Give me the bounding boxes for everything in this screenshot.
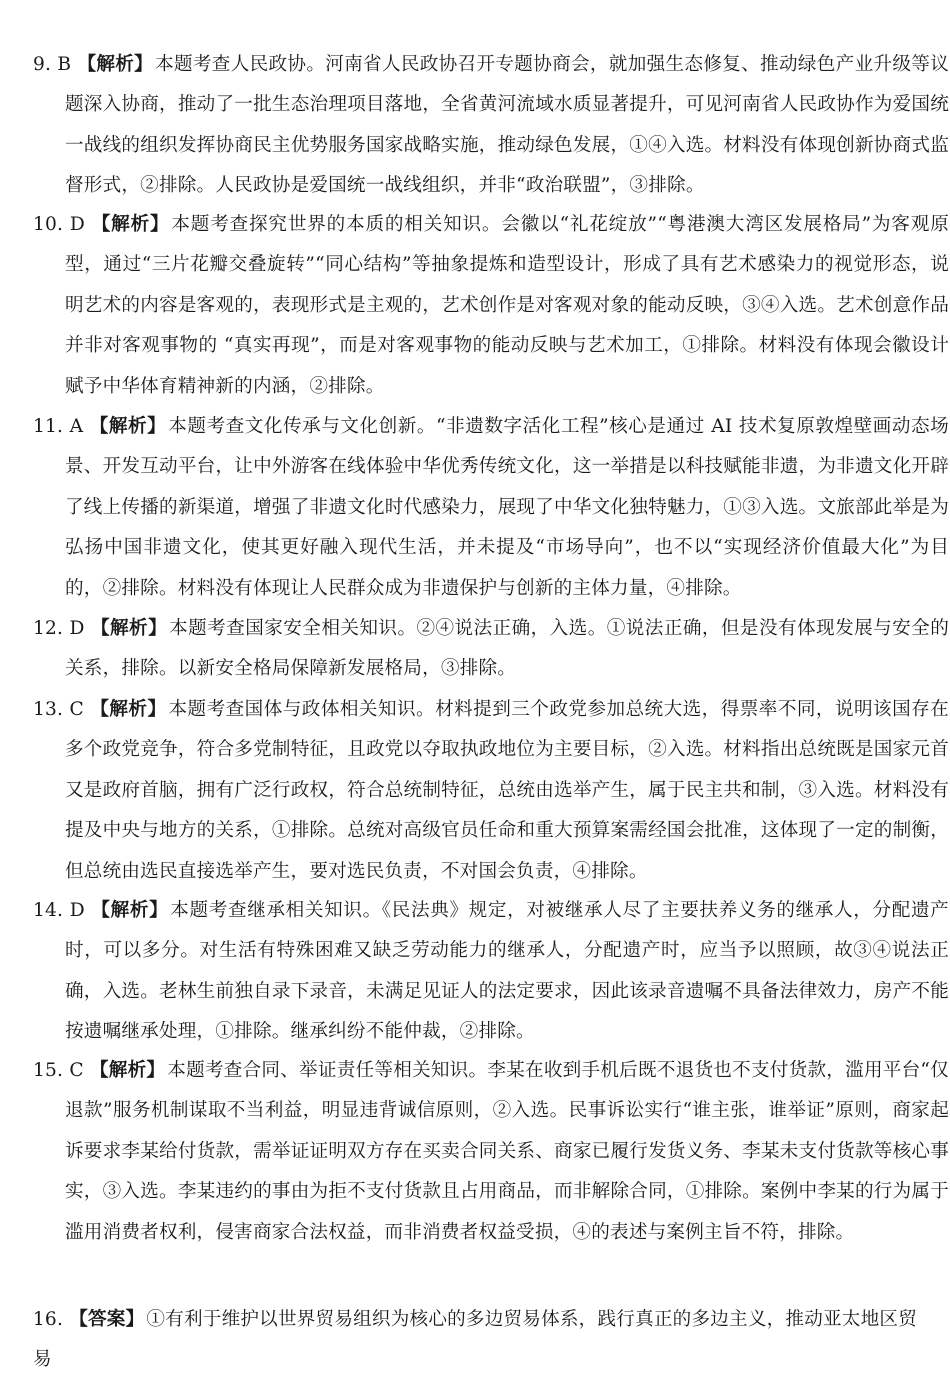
analysis-tag: 【解析】	[89, 1060, 166, 1081]
analysis-tag: 【解析】	[91, 214, 170, 235]
explanation-text: 本题考查继承相关知识。《民法典》规定，对被继承人尽了主要扶养义务的继承人，分配遗产时，可以多分。对生活有特殊困难又缺乏劳动能力的继承人，分配遗产时，应当予以照顾，故③④说法正确，入选。老林生前独自录下录音，未满足见证人的法定要求，因此该录音遗嘱不具备法律效力，房产不能按遗嘱继承处理，①排除。继承纠纷不能仲裁，②排除。	[65, 900, 949, 1043]
explanation-text: 本题考查国体与政体相关知识。材料提到三个政党参加总统大选，得票率不同，说明该国存在多个政党竞争，符合多党制特征，且政党以夺取执政地位为主要目标，②入选。材料指出总统既是国家元首又是政府首脑，拥有广泛行政权，符合总统制特征，总统由选举产生，属于民主共和制，③入选。材料没有提及中央与地方的关系，①排除。总统对高级官员任命和重大预算案需经国会批准，这体现了一定的制衡，但总统由选民直接选举产生，要对选民负责，不对国会负责，④排除。	[65, 699, 949, 882]
explanation-item-10	[33, 205, 949, 407]
question-number: 14. D	[33, 900, 85, 921]
explanation-item-13	[33, 690, 949, 892]
question-number: 15. C	[33, 1060, 84, 1081]
question-number: 9. B	[33, 54, 72, 75]
explanation-text: 本题考查合同、举证责任等相关知识。李某在收到手机后既不退货也不支付货款，滥用平台“仅退款”服务机制谋取不当利益，明显违背诚信原则，②入选。民事诉讼实行“谁主张，谁举证”原则，商家起诉要求李某给付货款，需举证证明双方存在买卖合同关系、商家已履行发货义务、李某未支付货款等核心事实，③入选。李某违约的事由为拒不支付货款且占用商品，而非解除合同，①排除。案例中李某的行为属于滥用消费者权利，侵害商家合法权益，而非消费者权益受损，④的表述与案例主旨不符，排除。	[65, 1060, 949, 1243]
question-number: 16.	[32, 1309, 64, 1330]
explanation-text: 本题考查文化传承与文化创新。“非遗数字活化工程”核心是通过 AI 技术复原敦煌壁画动态场景、开发互动平台，让中外游客在线体验中华优秀传统文化，这一举措是以科技赋能非遗，为非遗文化开辟了线上传播的新渠道，增强了非遗文化时代感染力，展现了中华文化独特魅力，①③入选。文旅部此举是为弘扬中国非遗文化，使其更好融入现代生活，并未提及“市场导向”，也不以“实现经济价值最大化”为目的，②排除。材料没有体现让人民群众成为非遗保护与创新的主体力量，④排除。	[65, 416, 949, 599]
question-number: 13. C	[33, 699, 84, 720]
question-number: 12. D	[33, 618, 85, 639]
answer-item-16-cutoff	[32, 1300, 917, 1370]
explanation-text: 本题考查人民政协。河南省人民政协召开专题协商会，就加强生态修复、推动绿色产业升级等议题深入协商，推动了一批生态治理项目落地，全省黄河流域水质显著提升，可见河南省人民政协作为爱国统一战线的组织发挥协商民主优势服务国家战略实施，推动绿色发展，①④入选。材料没有体现创新协商式监督形式，②排除。人民政协是爱国统一战线组织，并非“政治联盟”，③排除。	[65, 54, 949, 197]
analysis-tag: 【解析】	[89, 416, 167, 437]
explanation-item-12	[33, 609, 949, 690]
answer-tag: 【答案】	[69, 1309, 145, 1330]
explanation-text: 本题考查国家安全相关知识。②④说法正确，入选。①说法正确，但是没有体现发展与安全的关系，排除。以新安全格局保障新发展格局，③排除。	[65, 618, 950, 680]
explanation-item-9	[33, 45, 949, 207]
explanation-item-14	[33, 891, 949, 1053]
question-number: 11. A	[33, 416, 84, 437]
explanation-text: 本题考查探究世界的本质的相关知识。会徽以“礼花绽放”“粤港澳大湾区发展格局”为客观原型，通过“三片花瓣交叠旋转”“同心结构”等抽象提炼和造型设计，形成了具有艺术感染力的视觉形态，说明艺术的内容是客观的，表现形式是主观的，艺术创作是对客观对象的能动反映，③④入选。艺术创意作品并非对客观事物的 “真实再现”，而是对客观事物的能动反映与艺术加工，①排除。材料没有体现会徽设计赋予中华体育精神新的内涵，②排除。	[65, 214, 949, 397]
question-number: 10. D	[33, 214, 86, 235]
analysis-tag: 【解析】	[90, 618, 168, 639]
analysis-tag: 【解析】	[91, 900, 169, 921]
analysis-tag: 【解析】	[90, 699, 167, 720]
answer-text: ①有利于维护以世界贸易组织为核心的多边贸易体系，践行真正的多边主义，推动亚太地区贸易	[33, 1309, 917, 1370]
explanation-item-15	[33, 1051, 949, 1253]
explanation-item-11	[33, 407, 949, 609]
analysis-tag: 【解析】	[77, 54, 154, 75]
